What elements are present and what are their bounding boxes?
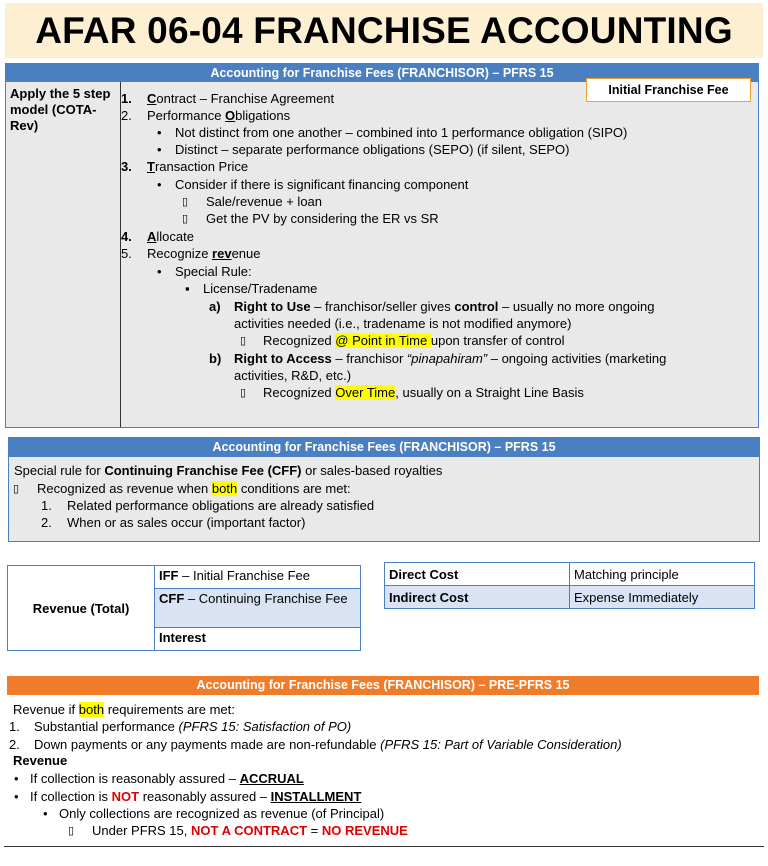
cff-condition-2: When or as sales occur (important factor) xyxy=(67,515,306,530)
section-header-pre-pfrs15: Accounting for Franchise Fees (FRANCHISOR) – PRE-PFRS 15 xyxy=(7,676,759,695)
license-tradename: License/Tradename xyxy=(203,281,318,296)
right-to-access: Right to Access – franchisor “pinapahiram” – ongoing activities (marketing xyxy=(234,351,667,366)
title-banner xyxy=(5,3,763,58)
left-label: Apply the 5 step model (COTA-Rev) xyxy=(10,86,111,133)
bullet-icon: • xyxy=(157,264,162,279)
item-number: 2. xyxy=(9,737,20,752)
section-pfrs15-iff xyxy=(5,63,759,428)
step-contract: Contract – Franchise Agreement xyxy=(147,91,335,106)
not-a-contract-rule: Under PFRS 15, NOT A CONTRACT = NO REVENUE xyxy=(92,823,408,838)
step-number: 1. xyxy=(121,91,132,106)
marker-a: a) xyxy=(209,299,221,314)
checkbox-icon: ▯ xyxy=(68,825,75,837)
bullet-icon: • xyxy=(157,125,162,140)
bullet-special-rule: Special Rule: xyxy=(175,264,252,279)
pre-requirement-2: Down payments or any payments made are non-refundable (PFRS 15: Part of Variable Consideration) xyxy=(34,737,622,752)
installment-rule: If collection is NOT reasonably assured – INSTALLMENT xyxy=(30,789,362,804)
revenue-row-interest: Interest xyxy=(155,628,361,651)
direct-cost-label: Direct Cost xyxy=(385,563,570,586)
item-number: 1. xyxy=(9,719,20,734)
step-recognize-revenue: Recognize revenue xyxy=(147,246,261,261)
cost-table xyxy=(384,562,755,609)
cff-recognized: Recognized as revenue when both conditions are met: xyxy=(37,481,351,496)
section-header: Accounting for Franchise Fees (FRANCHISOR) – PFRS 15 xyxy=(9,438,759,457)
left-column xyxy=(6,82,121,427)
collections-rule: Only collections are recognized as revenue (of Principal) xyxy=(59,806,385,821)
right-to-use-line2: activities needed (i.e., tradename is not modified anymore) xyxy=(234,316,572,331)
recognized-over-time: Recognized Over Time, usually on a Straight Line Basis xyxy=(263,385,584,400)
right-to-use: Right to Use – franchisor/seller gives control – usually no more ongoing xyxy=(234,299,655,314)
step-number: 5. xyxy=(121,246,132,261)
cff-condition-1: Related performance obligations are already satisfied xyxy=(67,498,375,513)
section-header: Accounting for Franchise Fees (FRANCHISOR) – PFRS 15 xyxy=(6,64,758,82)
item-number: 1. xyxy=(41,498,52,513)
pre-revenue-if: Revenue if both requirements are met: xyxy=(13,702,235,717)
bullet-icon: • xyxy=(157,142,162,157)
item-number: 2. xyxy=(41,515,52,530)
bullet-icon: • xyxy=(14,789,19,804)
right-to-access-line2: activities, R&D, etc.) xyxy=(234,368,352,383)
sub-pv: Get the PV by considering the ER vs SR xyxy=(206,211,439,226)
step-transaction-price: Transaction Price xyxy=(147,159,249,174)
bullet-icon: • xyxy=(14,771,19,786)
revenue-table xyxy=(7,565,361,651)
indirect-cost-value: Expense Immediately xyxy=(570,586,755,609)
bullet-icon: • xyxy=(157,177,162,192)
checkbox-icon: ▯ xyxy=(13,483,20,495)
recognized-point-in-time: Recognized @ Point in Time upon transfer of control xyxy=(263,333,565,348)
square-bullet-icon: ▪ xyxy=(185,281,190,296)
bullet-icon: • xyxy=(43,806,48,821)
revenue-row-cff: CFF – Continuing Franchise Fee xyxy=(155,589,361,628)
step-number: 3. xyxy=(121,159,132,174)
revenue-total-label: Revenue (Total) xyxy=(8,566,155,651)
bullet-financing: Consider if there is significant financing component xyxy=(175,177,469,192)
initial-franchise-fee-badge: Initial Franchise Fee xyxy=(586,78,751,102)
step-allocate: Allocate xyxy=(147,229,194,244)
bullet-sepo: Distinct – separate performance obligations (SEPO) (if silent, SEPO) xyxy=(175,142,570,157)
accrual-rule: If collection is reasonably assured – ACCRUAL xyxy=(30,771,304,786)
step-number: 2. xyxy=(121,108,132,123)
revenue-heading: Revenue xyxy=(13,753,68,768)
step-obligations: Performance Obligations xyxy=(147,108,291,123)
bottom-divider xyxy=(4,846,764,847)
checkbox-icon: ▯ xyxy=(182,196,189,208)
pre-requirement-1: Substantial performance (PFRS 15: Satisfaction of PO) xyxy=(34,719,352,734)
revenue-row-iff: IFF – Initial Franchise Fee xyxy=(155,566,361,589)
indirect-cost-label: Indirect Cost xyxy=(385,586,570,609)
marker-b: b) xyxy=(209,351,222,366)
sub-sale-loan: Sale/revenue + loan xyxy=(206,194,323,209)
bullet-sipo: Not distinct from one another – combined into 1 performance obligation (SIPO) xyxy=(175,125,628,140)
direct-cost-value: Matching principle xyxy=(570,563,755,586)
step-number: 4. xyxy=(121,229,132,244)
checkbox-icon: ▯ xyxy=(182,213,189,225)
checkbox-icon: ▯ xyxy=(240,387,247,399)
checkbox-icon: ▯ xyxy=(240,335,247,347)
page-title: AFAR 06-04 FRANCHISE ACCOUNTING xyxy=(35,10,733,51)
cff-special-rule: Special rule for Continuing Franchise Fee (CFF) or sales-based royalties xyxy=(14,463,443,478)
